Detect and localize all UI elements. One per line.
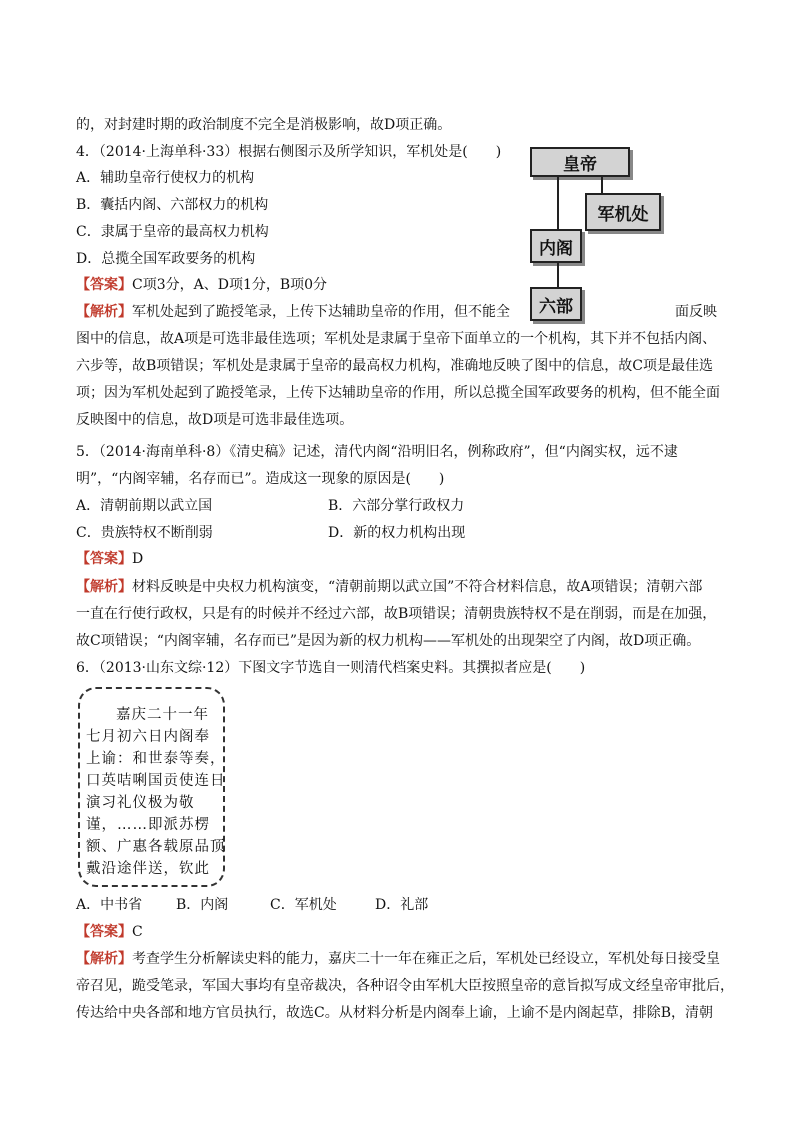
analysis-tag: 【解析】 bbox=[76, 304, 132, 320]
q5-option-c: C．贵族特权不断削弱 bbox=[76, 525, 213, 541]
connector-line bbox=[557, 175, 559, 230]
q6-answer bbox=[76, 922, 143, 942]
doc-line: 七月初六日内阁奉 bbox=[86, 729, 210, 745]
q6-stem: 6．（2013·山东文综·12）下图文字节选自一则清代档案史料。其撰拟者应是( ) bbox=[76, 660, 586, 676]
q5-option-a: A．清朝前期以武立国 bbox=[76, 498, 213, 514]
q4-option-d: D．总揽全国军政要务的机构 bbox=[76, 251, 256, 267]
doc-line: 演习礼仪极为敬 bbox=[86, 795, 195, 811]
q6-option-c: C．军机处 bbox=[270, 897, 337, 913]
q6-option-a: A．中书省 bbox=[76, 897, 143, 913]
q4-option-c: C．隶属于皇帝的最高权力机构 bbox=[76, 224, 269, 240]
q6-analysis-line-3: 传达给中央各部和地方官员执行，故选C。从材料分析是内阁奉上谕，上谕不是内阁起草，排除B，清朝 bbox=[76, 1005, 713, 1021]
q4-analysis-line-5: 反映图中的信息，故D项是可选非最佳选项。 bbox=[76, 412, 354, 428]
doc-line: 上谕：和世泰等奏， bbox=[86, 751, 226, 767]
q4-answer-text: C项3分，A、D项1分，B项0分 bbox=[132, 277, 328, 293]
q5-answer-text: D bbox=[132, 551, 144, 567]
q5-analysis-line-2: 一直在行使行政权，只是有的时候并不经过六部，故B项错误；清朝贵族特权不是在削弱，而是在加强， bbox=[76, 606, 717, 622]
continued-line: 的，对封建时期的政治制度不完全是消极影响，故D项正确。 bbox=[76, 117, 452, 133]
doc-line: 嘉庆二十一年 bbox=[116, 707, 209, 723]
q4-analysis-line-1-tail: 面反映 bbox=[675, 304, 717, 320]
q4-stem: 4．（2014·上海单科·33）根据右侧图示及所学知识，军机处是( ) bbox=[76, 144, 502, 160]
q6-option-b: B．内阁 bbox=[176, 897, 229, 913]
doc-line: 谨，……即派苏楞 bbox=[86, 817, 210, 833]
connector-line bbox=[557, 261, 559, 287]
junjichu-box: 军机处 bbox=[585, 193, 661, 231]
q6-analysis-line-2: 帝召见，跪受笔录，军国大事均有皇帝裁决，各种诏令由军机大臣按照皇帝的意旨拟写成文经皇帝审批后， bbox=[76, 978, 734, 994]
q5-option-d: D．新的权力机构出现 bbox=[328, 525, 466, 541]
q5-analysis-line-3: 故C项错误；“内阁宰辅，名存而已”是因为新的权力机构——军机处的出现架空了内阁，故D项正确。 bbox=[76, 633, 701, 649]
q6-option-d: D．礼部 bbox=[375, 897, 429, 913]
neige-box: 内阁 bbox=[530, 229, 582, 263]
doc-line: 口英咭唎国贡使连日 bbox=[86, 773, 226, 789]
q4-option-b: B．囊括内阁、六部权力的机构 bbox=[76, 197, 269, 213]
q5-answer bbox=[76, 549, 143, 569]
liubu-box: 六部 bbox=[530, 287, 582, 321]
q4-analysis-line-4: 项；因为军机处起到了跪授笔录，上传下达辅助皇帝的作用，所以总揽全国军政要务的机构，但不能全面 bbox=[76, 385, 720, 401]
emperor-box: 皇帝 bbox=[530, 147, 630, 177]
q4-option-a: A．辅助皇帝行使权力的机构 bbox=[76, 170, 255, 186]
q5-stem-line-1: 5．（2014·海南单科·8）《清史稿》记述，清代内阁“沿明旧名，例称政府”，但“内阁实权，远不逮 bbox=[76, 444, 678, 460]
q5-analysis-text: 材料反映是中央权力机构演变，“清朝前期以武立国”不符合材料信息，故A项错误；清朝六部 bbox=[132, 579, 703, 595]
q4-analysis-line-2: 图中的信息，故A项是可选非最佳选项；军机处是隶属于皇帝下面单立的一个机构，其下并不包括内阁、 bbox=[76, 331, 717, 347]
analysis-tag: 【解析】 bbox=[76, 951, 132, 967]
answer-tag: 【答案】 bbox=[76, 551, 132, 567]
q4-answer bbox=[76, 275, 327, 295]
answer-tag: 【答案】 bbox=[76, 277, 132, 293]
answer-tag: 【答案】 bbox=[76, 924, 132, 940]
doc-line: 额、广惠各载原品顶 bbox=[86, 839, 226, 855]
q4-analysis-line-1 bbox=[76, 302, 510, 322]
q6-analysis-line-1 bbox=[76, 949, 720, 969]
q6-answer-text: C bbox=[132, 924, 143, 940]
q4-analysis-line-3: 六步等，故B项错误；军机处是隶属于皇帝的最高权力机构，准确地反映了图中的信息，故C项是最佳选 bbox=[76, 358, 713, 374]
q5-option-b: B．六部分掌行政权力 bbox=[328, 498, 465, 514]
connector-line bbox=[601, 175, 603, 193]
doc-line: 戴沿途伴送，钦此 bbox=[86, 861, 210, 877]
q6-analysis-text: 考查学生分析解读史料的能力，嘉庆二十一年在雍正之后，军机处已经设立，军机处每日接受皇 bbox=[132, 951, 720, 967]
q5-stem-line-2: 明”，“内阁宰辅，名存而已”。造成这一现象的原因是( ) bbox=[76, 471, 445, 487]
q4-analysis-text: 军机处起到了跪授笔录，上传下达辅助皇帝的作用，但不能全 bbox=[132, 304, 510, 320]
analysis-tag: 【解析】 bbox=[76, 579, 132, 595]
q5-analysis-line-1 bbox=[76, 577, 702, 597]
